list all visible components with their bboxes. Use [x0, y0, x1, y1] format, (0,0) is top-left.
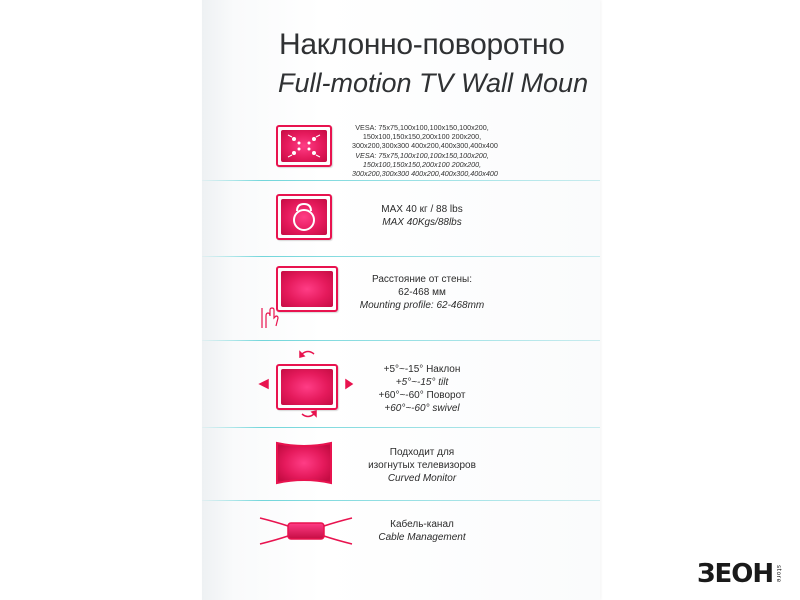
section-divider	[202, 340, 600, 341]
logo-subtext: store	[775, 565, 783, 583]
cable-spec-text	[352, 518, 492, 544]
logo-wordmark: ЗЕОН	[697, 559, 774, 589]
title-russian: Наклонно-поворотно	[279, 28, 565, 61]
distance-spec-text	[352, 273, 492, 312]
weight-kettlebell-icon	[276, 194, 332, 240]
section-divider	[202, 180, 600, 181]
packaging-box-side	[202, 0, 600, 600]
cable-line-ru: Кабель-канал	[390, 519, 454, 530]
distance-line-ru-2: 62-468 мм	[398, 287, 446, 298]
weight-spec-text	[352, 203, 492, 229]
tilt-line-ru: +5°~-15° Наклон	[383, 364, 461, 375]
vesa-line-ru-1: VESA: 75x75,100x100,100x150,100x200,	[355, 123, 489, 132]
swivel-line-en: +60°~-60° swivel	[384, 403, 460, 414]
distance-line-ru-1: Расстояние от стены:	[371, 274, 472, 285]
hand-pointer-icon	[260, 306, 282, 330]
section-divider	[202, 256, 600, 257]
tilt-line-en: +5°~-15° tilt	[395, 377, 449, 388]
curved-line-ru-2: изогнутых телевизоров	[368, 460, 476, 471]
cable-management-icon	[258, 514, 354, 548]
curved-monitor-icon	[274, 440, 334, 486]
vesa-pattern-icon	[276, 125, 332, 167]
vesa-line-ru-2: 150x100,150x150,200x100 200x200,	[362, 132, 482, 142]
vesa-line-en-1: VESA: 75x75,100x100,100x150,100x200,	[355, 150, 489, 160]
vesa-line-en-2: 150x100,150x150,200x100 200x200,	[362, 159, 482, 169]
curved-spec-text	[352, 446, 492, 485]
curved-line-ru-1: Подходит для	[389, 447, 455, 458]
curved-line-en: Curved Monitor	[387, 473, 457, 484]
weight-line-en: MAX 40Kgs/88lbs	[382, 217, 462, 228]
vesa-line-ru-3: 300x200,300x300 400x200,400x300,400x400	[352, 141, 498, 151]
title-english: Full-motion TV Wall Moun	[278, 68, 589, 98]
rotate-arrows-icon	[256, 348, 356, 418]
vesa-line-en-3: 300x200,300x300 400x200,400x300,400x400	[352, 169, 498, 179]
cable-line-en: Cable Management	[378, 532, 466, 543]
section-divider	[202, 427, 600, 428]
weight-line-ru: MAX 40 кг / 88 lbs	[381, 204, 463, 215]
distance-line-en: Mounting profile: 62-468mm	[359, 300, 485, 311]
tilt-swivel-spec-text	[352, 363, 492, 415]
wall-distance-icon	[276, 266, 338, 312]
store-logo	[697, 561, 782, 587]
section-divider	[202, 500, 600, 501]
swivel-line-ru: +60°~-60° Поворот	[378, 390, 466, 401]
vesa-spec-text	[352, 123, 498, 179]
